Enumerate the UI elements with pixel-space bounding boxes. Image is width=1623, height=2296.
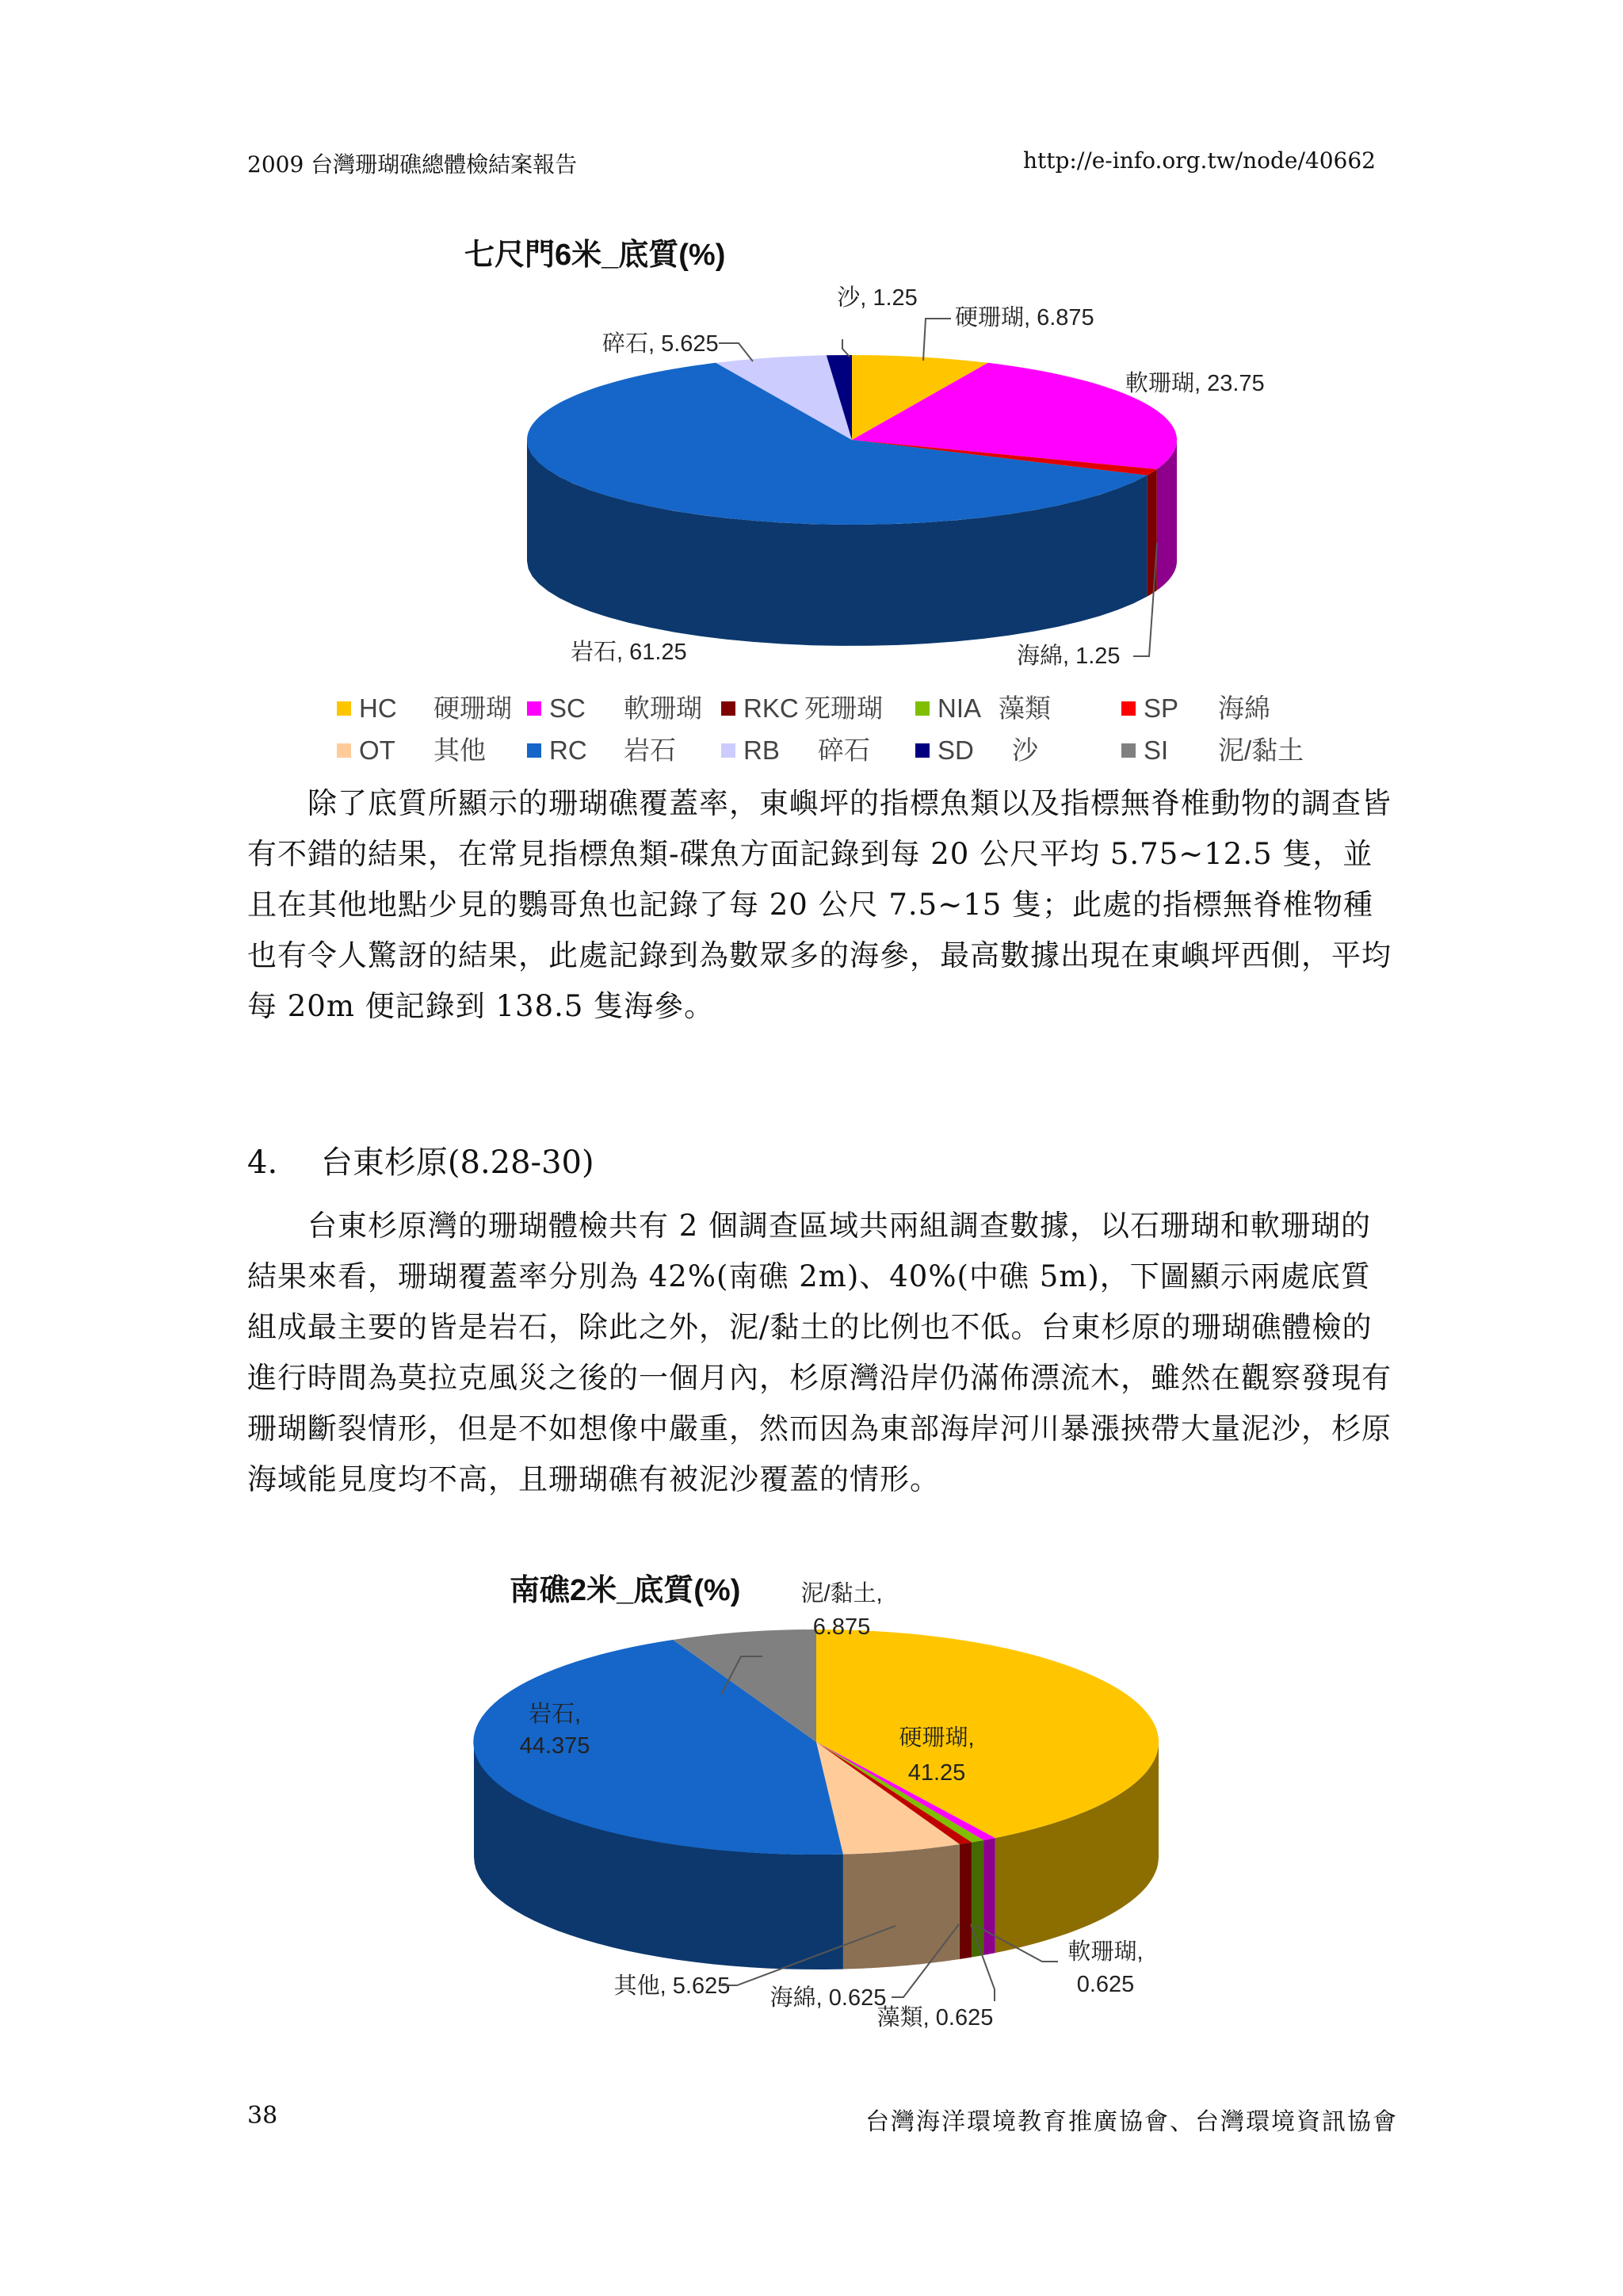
chart2-side-2 — [972, 1840, 983, 1958]
chart1-legend-code-1: SC — [549, 693, 586, 723]
chart1-label-rb: 碎石, 5.625 — [602, 331, 719, 357]
chart2-label-hc-name: 硬珊瑚, — [899, 1725, 975, 1751]
chart1-leader-hc — [923, 319, 951, 361]
chart1-label-sand: 沙, 1.25 — [837, 285, 918, 311]
chart1-legend-swatch-4 — [1121, 701, 1136, 716]
chart1-legend-name-3: 藻類 — [999, 693, 1051, 723]
chart1-legend-name-0: 硬珊瑚 — [433, 693, 512, 723]
chart1-legend-code-5: OT — [359, 735, 395, 765]
chart1-legend-code-6: RC — [549, 735, 587, 765]
chart2-label-rc-name: 岩石, — [528, 1702, 582, 1727]
header-left: 2009 台灣珊瑚礁總體檢結案報告 — [247, 151, 578, 178]
chart2-label-sc-value: 0.625 — [1076, 1972, 1135, 1997]
chart1-legend-swatch-9 — [1121, 743, 1136, 758]
chart1-legend-name-2: 死珊瑚 — [804, 693, 883, 723]
chart1-label-sc: 軟珊瑚, 23.75 — [1125, 371, 1265, 396]
paragraph-1 — [247, 778, 1396, 1032]
chart2-label-sp: 海綿, 0.625 — [769, 1985, 887, 2011]
chart1-legend-name-1: 軟珊瑚 — [624, 693, 702, 723]
chart1-legend-swatch-8 — [915, 743, 930, 758]
chart2 — [0, 1545, 1623, 2037]
chart2-label-hc-value: 41.25 — [907, 1760, 966, 1786]
chart2-side-4 — [843, 1844, 960, 1969]
paragraph-1-text: 除了底質所顯示的珊瑚礁覆蓋率，東嶼坪的指標魚類以及指標無脊椎動物的調查皆有不錯的結果，在常見指標魚類-碟魚方面記錄到每 20 公尺平均 5.75~12.5 隻，並且在其他地點少見的鸚哥魚也記錄了每 20 公尺 7.5~15 隻；此處的指標無脊椎物種也有令人驚訝的結果，此處記錄到為數眾多的海參，最高數據出現在東嶼坪西側，平均每 20m 便記錄到 138.5 隻海參。 — [247, 786, 1392, 1023]
chart2-label-nia: 藻類, 0.625 — [876, 2005, 994, 2030]
section-title: 台東杉原(8.28-30) — [320, 1144, 594, 1181]
chart1-legend-code-4: SP — [1144, 693, 1179, 723]
page-number: 38 — [247, 2102, 278, 2130]
chart1-legend-swatch-2 — [721, 701, 735, 716]
chart1-legend-code-2: RKC — [743, 693, 799, 723]
footer-org: 台灣海洋環境教育推廣協會、台灣環境資訊協會 — [865, 2108, 1398, 2136]
paragraph-2 — [247, 1201, 1396, 1505]
section-heading — [247, 1137, 594, 1182]
chart1-label-rc: 岩石, 61.25 — [571, 640, 687, 665]
chart1-label-sp: 海綿, 1.25 — [1017, 644, 1121, 669]
section-number: 4. — [247, 1144, 278, 1181]
chart1-legend-swatch-6 — [527, 743, 541, 758]
chart1-legend-swatch-1 — [527, 701, 541, 716]
paragraph-2-text: 台東杉原灣的珊瑚體檢共有 2 個調查區域共兩組調查數據，以石珊瑚和軟珊瑚的結果來看，珊瑚覆蓋率分別為 42%(南礁 2m)、40%(中礁 5m)，下圖顯示兩處底質組成最主要的皆是岩石，除此之外，泥/黏土的比例也不低。台東杉原的珊瑚礁體檢的進行時間為莫拉克風災之後的一個月內，杉原灣沿岸仍滿佈漂流木，雖然在觀察發現有珊瑚斷裂情形，但是不如想像中嚴重，然而因為東部海岸河川暴漲挾帶大量泥沙，杉原海域能見度均不高，且珊瑚礁有被泥沙覆蓋的情形。 — [247, 1209, 1392, 1496]
chart1 — [0, 0, 1623, 793]
chart1-legend-swatch-7 — [721, 743, 735, 758]
chart2-side-1 — [983, 1838, 995, 1955]
chart1-legend-name-4: 海綿 — [1218, 693, 1270, 723]
chart2-label-si-value: 6.875 — [812, 1614, 871, 1640]
chart1-legend-name-6: 岩石 — [624, 735, 676, 765]
chart1-legend-code-7: RB — [743, 735, 780, 765]
chart2-label-sc-name: 軟珊瑚, — [1067, 1939, 1144, 1965]
chart1-label-hc: 硬珊瑚, 6.875 — [955, 305, 1094, 330]
chart1-legend-code-3: NIA — [938, 693, 982, 723]
chart1-legend-name-9: 泥/黏土 — [1218, 735, 1304, 765]
chart2-label-si-name: 泥/黏土, — [800, 1581, 883, 1606]
chart1-legend-swatch-5 — [337, 743, 351, 758]
chart1-legend-name-7: 碎石 — [818, 735, 870, 765]
chart1-leader-rb — [719, 343, 753, 361]
chart1-legend-name-8: 沙 — [1012, 735, 1038, 765]
chart1-legend-name-5: 其他 — [433, 735, 486, 765]
chart2-label-ot: 其他, 5.625 — [613, 1973, 731, 1999]
chart1-legend-swatch-3 — [915, 701, 930, 716]
chart1-title: 七尺門6米_底質(%) — [464, 239, 726, 272]
header-right: http://e-info.org.tw/node/40662 — [1022, 147, 1376, 174]
chart2-title: 南礁2米_底質(%) — [510, 1574, 741, 1607]
chart2-side-3 — [960, 1843, 972, 1960]
chart1-legend-code-0: HC — [359, 693, 397, 723]
chart2-label-rc-value: 44.375 — [519, 1733, 590, 1759]
chart1-leader-sand — [842, 339, 850, 357]
chart1-legend-code-9: SI — [1144, 735, 1169, 765]
chart1-legend-code-8: SD — [938, 735, 974, 765]
chart1-legend-swatch-0 — [337, 701, 351, 716]
